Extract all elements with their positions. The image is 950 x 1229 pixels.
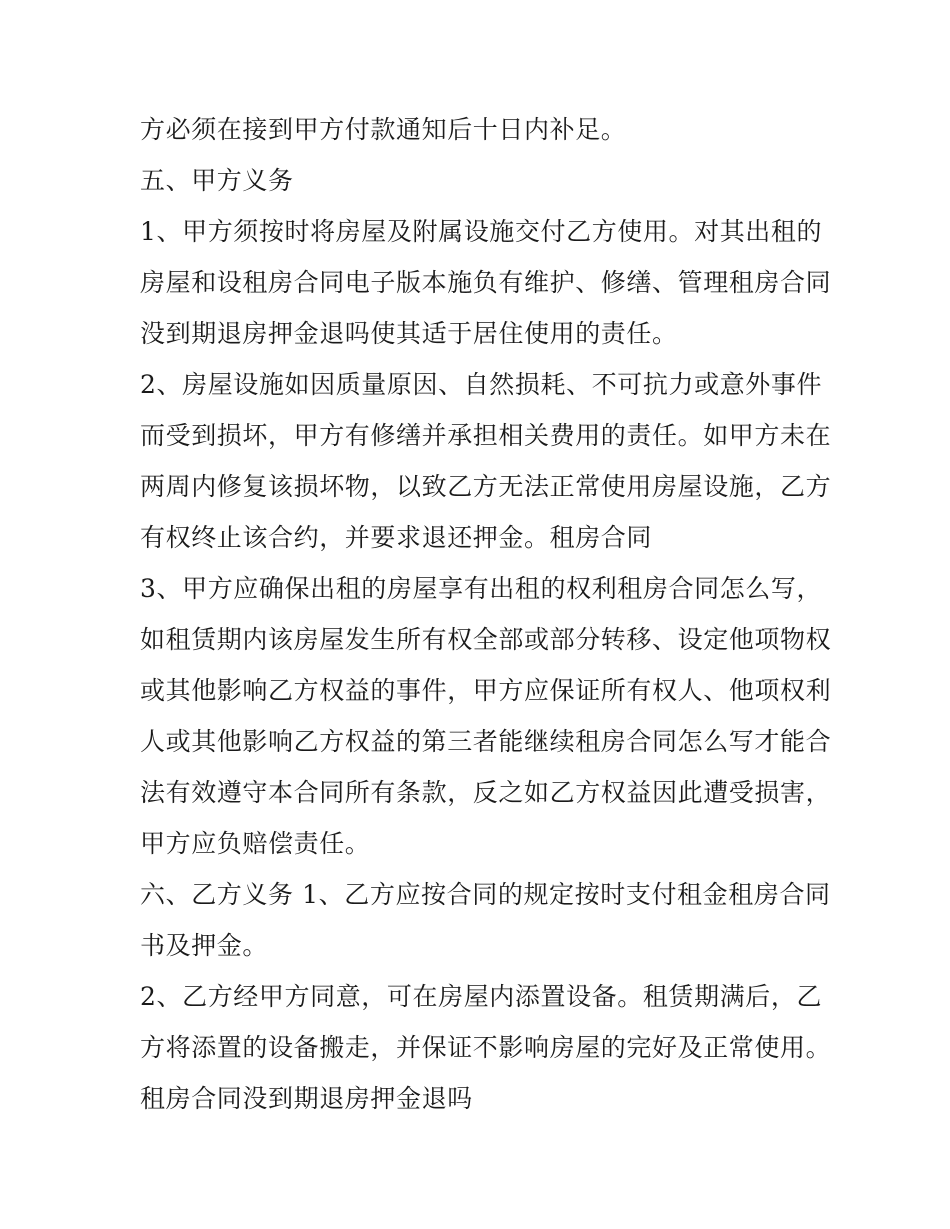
section-heading: 六、乙方义务 1、乙方应按合同的规定按时支付租金租房合同 bbox=[140, 880, 831, 909]
paragraph-line: 方必须在接到甲方付款通知后十日内补足。 bbox=[140, 115, 627, 144]
paragraph-line: 而受到损坏，甲方有修缮并承担相关费用的责任。如甲方未在 bbox=[140, 421, 832, 450]
paragraph-line: 两周内修复该损坏物，以致乙方无法正常使用房屋设施，乙方 bbox=[140, 472, 832, 501]
paragraph-line: 如租赁期内该房屋发生所有权全部或部分转移、设定他项物权 bbox=[140, 625, 832, 654]
paragraph-line: 方将添置的设备搬走，并保证不影响房屋的完好及正常使用。 bbox=[140, 1033, 832, 1062]
section-heading: 五、甲方义务 bbox=[140, 166, 294, 195]
paragraph-line: 有权终止该合约，并要求退还押金。租房合同 bbox=[140, 523, 653, 552]
paragraph-line: 甲方应负赔偿责任。 bbox=[140, 829, 371, 858]
paragraph-line: 没到期退房押金退吗使其适于居住使用的责任。 bbox=[140, 319, 678, 348]
paragraph-line: 1、甲方须按时将房屋及附属设施交付乙方使用。对其出租的 bbox=[140, 217, 823, 246]
paragraph-line: 法有效遵守本合同所有条款，反之如乙方权益因此遭受损害， bbox=[140, 778, 832, 807]
paragraph-line: 房屋和设租房合同电子版本施负有维护、修缮、管理租房合同 bbox=[140, 268, 832, 297]
paragraph-line: 或其他影响乙方权益的事件，甲方应保证所有权人、他项权利 bbox=[140, 676, 832, 705]
paragraph-line: 2、乙方经甲方同意，可在房屋内添置设备。租赁期满后，乙 bbox=[140, 982, 823, 1011]
paragraph-line: 2、房屋设施如因质量原因、自然损耗、不可抗力或意外事件 bbox=[140, 370, 823, 399]
paragraph-line: 3、甲方应确保出租的房屋享有出租的权利租房合同怎么写， bbox=[140, 574, 823, 603]
paragraph-line: 书及押金。 bbox=[140, 931, 269, 960]
paragraph-line: 租房合同没到期退房押金退吗 bbox=[140, 1084, 473, 1113]
paragraph-line: 人或其他影响乙方权益的第三者能继续租房合同怎么写才能合 bbox=[140, 727, 832, 756]
